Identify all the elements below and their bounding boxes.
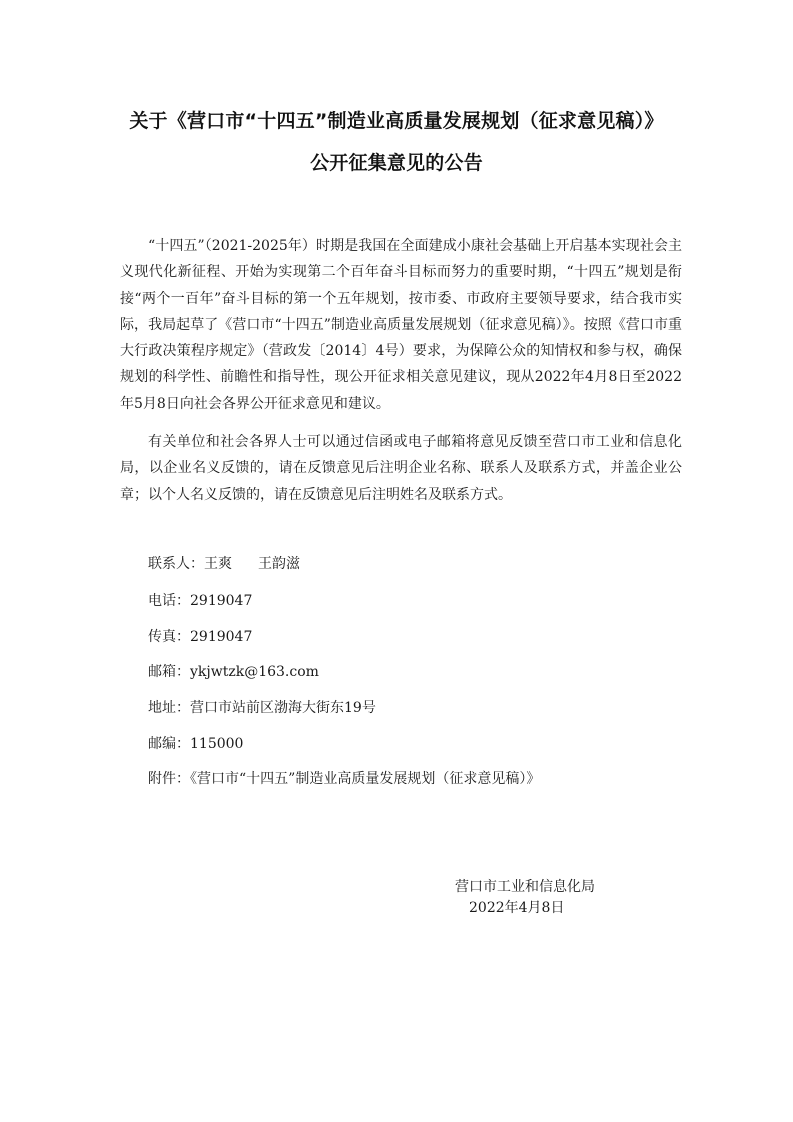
document-title-line-2: 公开征集意见的公告 [310,152,483,174]
fax-label: 传真： [148,629,190,645]
email-address[interactable]: ykjwtzk@163.com [190,664,319,680]
email-label: 邮箱： [148,664,190,680]
phone-label: 电话： [148,593,190,609]
attachment-link[interactable]: 《营口市“十四五”制造业高质量发展规划（征求意见稿）》 [190,771,541,787]
postcode-value: 115000 [190,736,244,752]
address-label: 地址： [148,700,190,716]
contact-person-label: 联系人： [148,556,204,572]
contact-person-line [148,553,300,573]
body-paragraph-2: 有关单位和社会各界人士可以通过信函或电子邮箱将意见反馈至营口市工业和信息化局，以企业名义反馈的，请在反馈意见后注明企业名称、联系人及联系方式，并盖企业公章；以个人名义反馈的，请在反馈意见后注明姓名及联系方式。 [120,434,682,503]
postcode-label: 邮编： [148,736,190,752]
address-value: 营口市站前区渤海大街东19号 [190,700,376,716]
phone-line [148,590,252,610]
phone-number: 2919047 [190,593,253,609]
email-line [148,661,319,681]
body-paragraph-1: “十四五”（2021-2025年）时期是我国在全面建成小康社会基础上开启基本实现社会主义现代化新征程、开始为实现第二个百年奋斗目标而努力的重要时期，“十四五”规划是衔接“两个一百年”奋斗目标的第一个五年规划，按市委、市政府主要领导要求，结合我市实际，我局起草了《营口市“十四五”制造业高质量发展规划（征求意见稿）》。按照《营口市重大行政决策程序规定》（营政发〔2014〕4号）要求，为保障公众的知情权和参与权，确保规划的科学性、前瞻性和指导性，现公开征求相关意见建议，现从2022年4月8日至2022年5月8日向社会各界公开征求意见和建议。 [120,238,682,412]
fax-number: 2919047 [190,629,253,645]
contact-person-1: 王爽 [204,556,232,572]
attachment-label: 附件： [148,771,190,787]
address-line [148,697,376,717]
attachment-line [148,768,540,788]
contact-person-2: 王韵滋 [258,556,300,572]
signature-organization: 营口市工业和信息化局 [455,879,595,895]
postcode-line [148,733,243,753]
signature-date: 2022年4月8日 [469,900,565,916]
fax-line [148,626,252,646]
document-title-line-1: 关于《营口市“十四五”制造业高质量发展规划（征求意见稿）》 [129,110,664,132]
